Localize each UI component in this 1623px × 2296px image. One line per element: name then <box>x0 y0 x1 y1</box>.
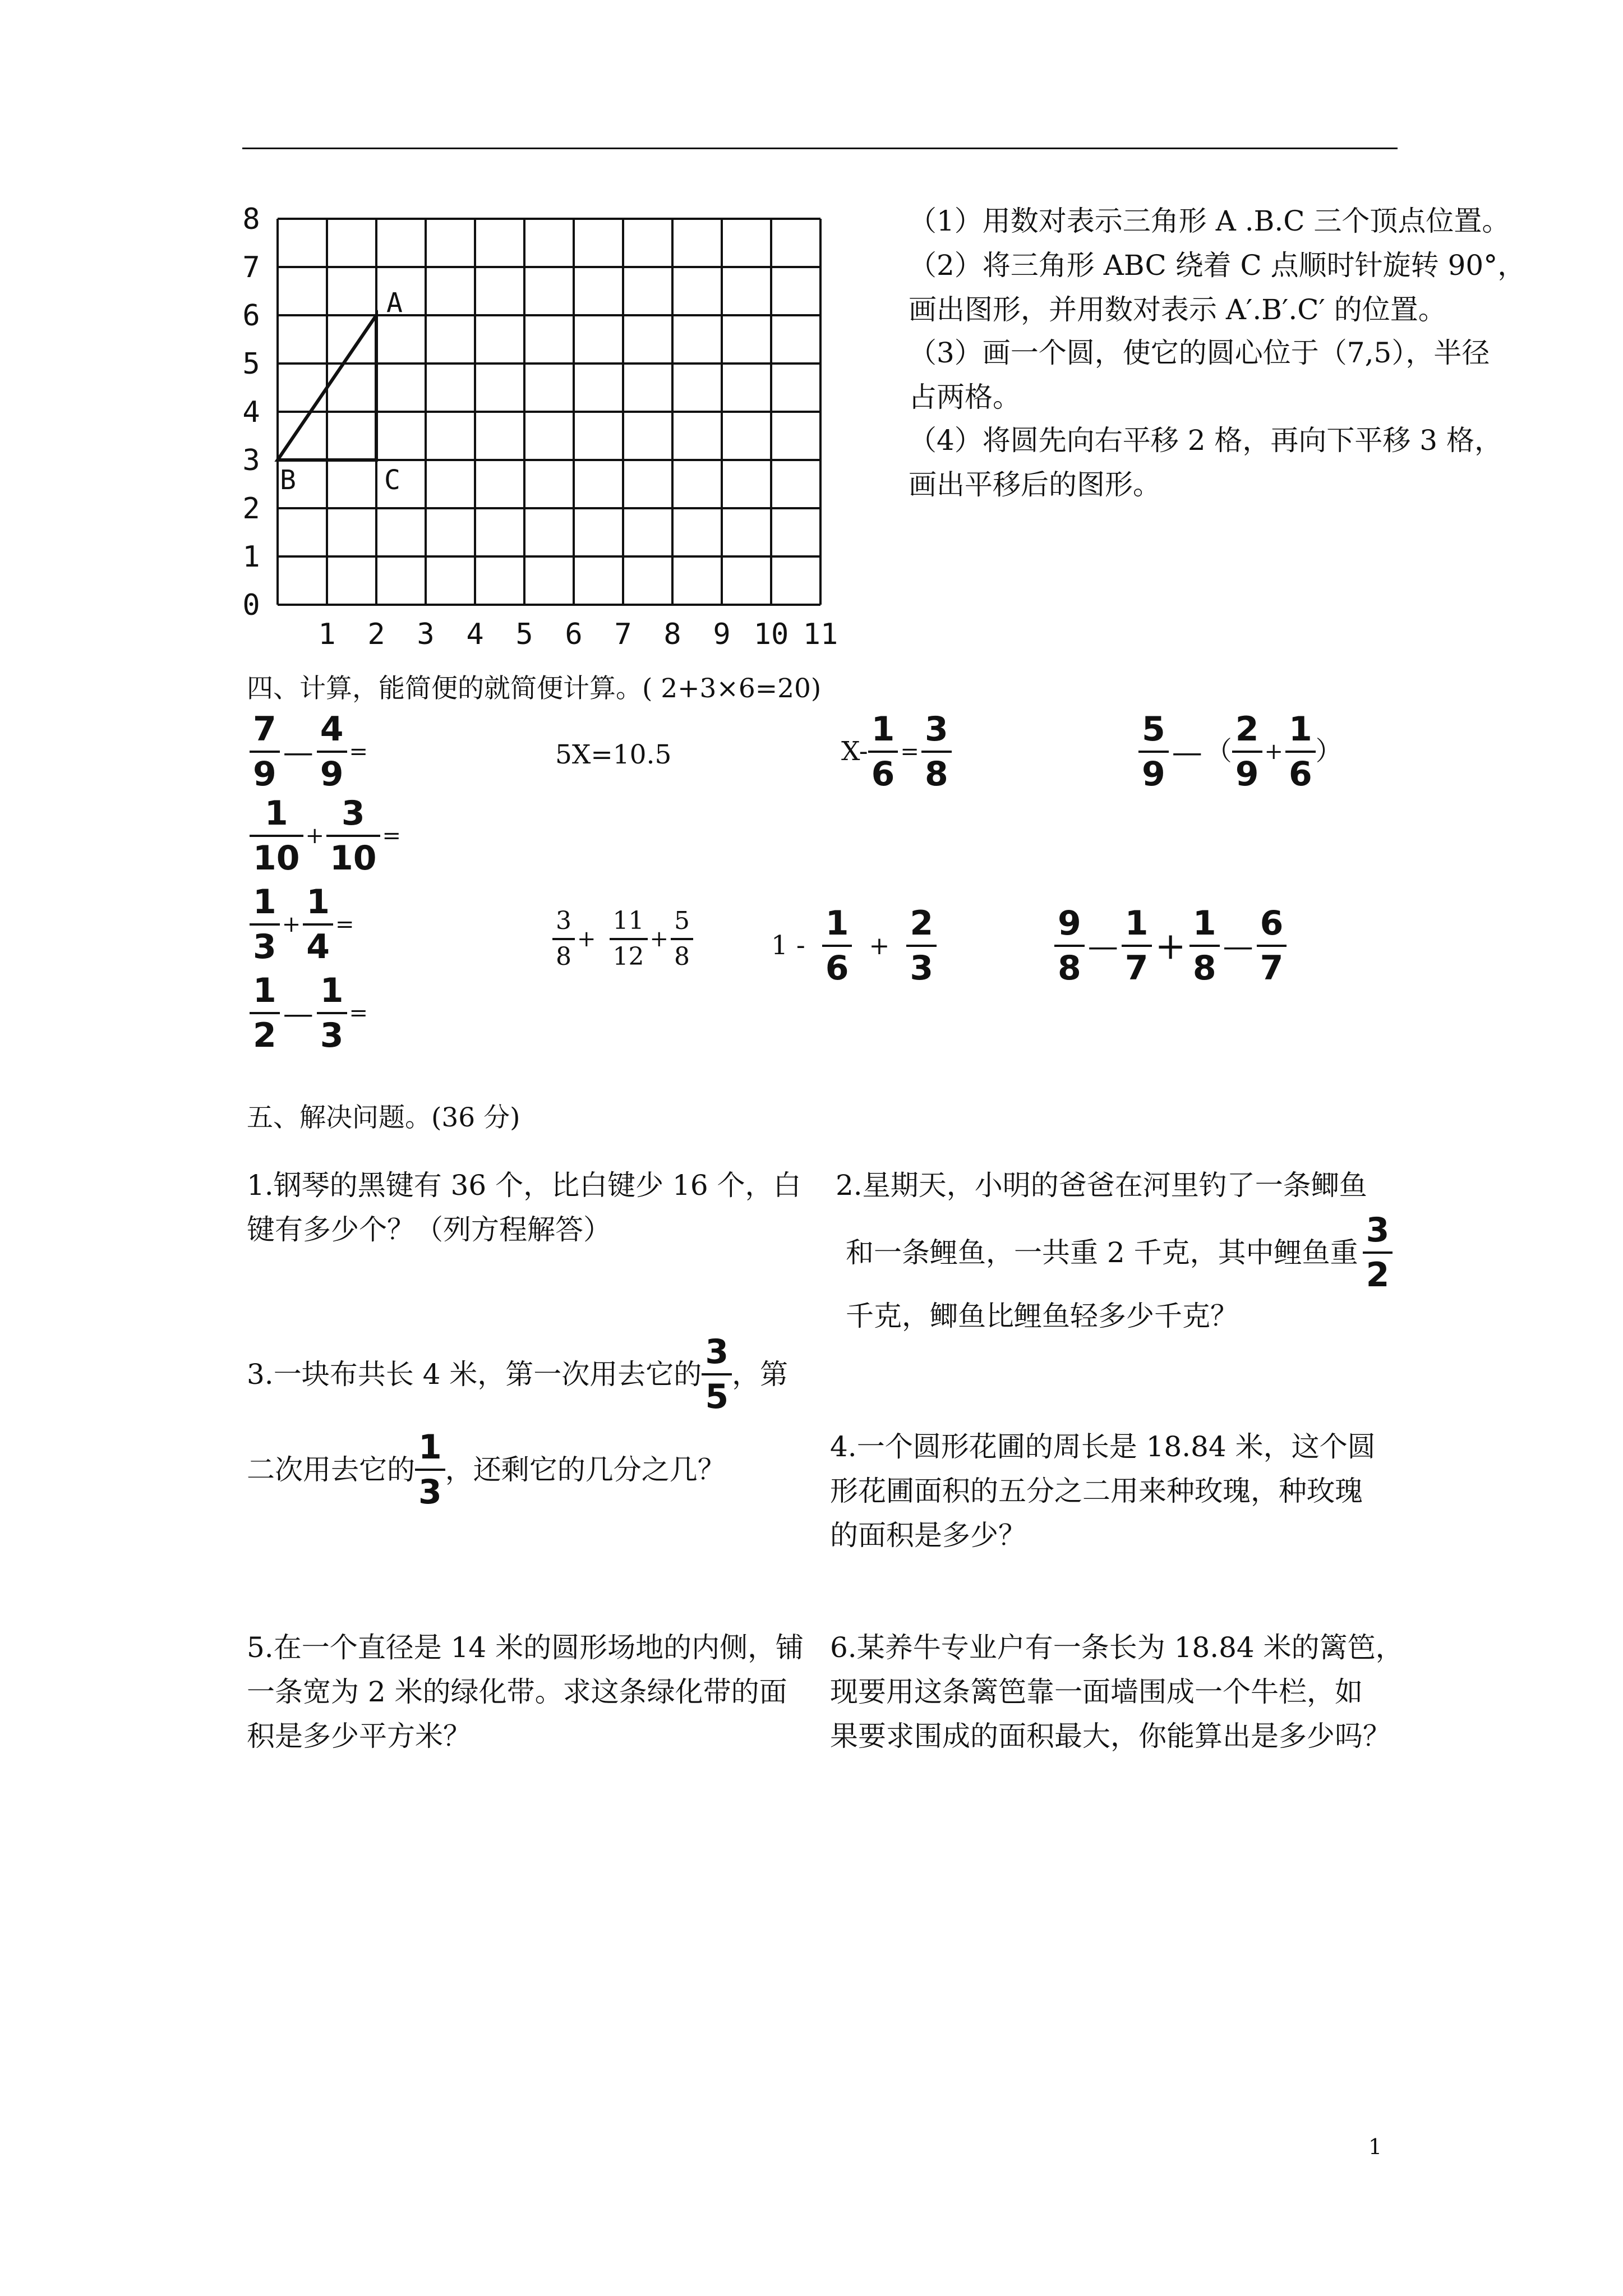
x-tick-label: 4 <box>466 618 484 651</box>
fraction: $\frac{1}{3}$ <box>317 974 347 1052</box>
x-tick-label: 11 <box>803 618 838 651</box>
fraction: $\frac{4}{9}$ <box>317 712 347 791</box>
section5-title: 五、解决问题。(36 分) <box>247 1102 520 1133</box>
fraction: $\frac{1}{10}$ <box>250 797 303 875</box>
expr-6: $\frac{1}{3}$ + $\frac{1}{4}$ = <box>250 885 357 964</box>
fraction: $\frac{1}{2}$ <box>250 974 280 1052</box>
y-tick-label: 3 <box>242 444 260 477</box>
x-tick-label: 8 <box>663 618 681 651</box>
x-tick-label: 1 <box>318 618 336 651</box>
fraction: $\frac{3}{2}$ <box>1363 1213 1393 1292</box>
fraction: $\frac{6}{7}$ <box>1257 907 1287 985</box>
fraction: $\frac{1}{4}$ <box>303 885 333 964</box>
question-6: 6.某养牛专业户有一条长为 18.84 米的篱笆， 现要用这条篱笆靠一面墙围成一个牛栏，如 果要求围成的面积最大，你能算出是多少吗？ <box>830 1631 1404 1752</box>
fraction: $\frac{2}{3}$ <box>906 907 937 985</box>
expr-7: $\frac{3}{8}$ + $\frac{11}{12}$ + $\frac{5}{8}$ <box>552 909 693 969</box>
point-label-b: B <box>280 464 296 496</box>
point-label-a: A <box>386 287 403 319</box>
x-tick-label: 10 <box>753 618 789 651</box>
fraction: $\frac{3}{10}$ <box>326 797 380 875</box>
fraction: $\frac{9}{8}$ <box>1054 907 1085 985</box>
question-2: 2.星期天，小明的爸爸在河里钓了一条鲫鱼 和一条鲤鱼，一共重 2 千克，其中鲤鱼重 $\frac{3}{2}$ 千克，鲫鱼比鲤鱼轻多少千克？ <box>836 1163 1393 1338</box>
section4-title: 四、计算，能简便的就简便计算。( 2+3×6=20) <box>247 673 822 704</box>
fraction: $\frac{1}{3}$ <box>415 1430 445 1509</box>
x-tick-label: 7 <box>614 618 632 651</box>
expr-4: $\frac{5}{9}$ — （ $\frac{2}{9}$ + $\frac{1}{6}$ ） <box>1138 712 1342 791</box>
y-tick-label: 6 <box>242 299 260 333</box>
fraction: $\frac{1}{7}$ <box>1122 907 1152 985</box>
instruction-3: （3）画一个圆，使它的圆心位于（7,5），半径 占两格。 <box>909 337 1490 413</box>
question-3: 3.一块布共长 4 米，第一次用去它的 $\frac{3}{5}$ ，第 二次用去它的 $\frac{1}{3}$ ，还剩它的几分之几？ <box>247 1332 789 1512</box>
expr-10: $\frac{1}{2}$ — $\frac{1}{3}$ = <box>250 974 370 1052</box>
coordinate-grid <box>230 202 847 662</box>
expr-5: $\frac{1}{10}$ + $\frac{3}{10}$ = <box>250 797 403 875</box>
fraction: $\frac{1}{6}$ <box>1285 712 1316 791</box>
x-tick-label: 6 <box>565 618 583 651</box>
instruction-2: （2）将三角形 ABC 绕着 C 点顺时针旋转 90°， 画出图形，并用数对表示 A′.B′.C′ 的位置。 <box>909 249 1526 326</box>
fraction: $\frac{7}{9}$ <box>250 712 280 791</box>
fraction: $\frac{1}{3}$ <box>250 885 280 964</box>
question-5: 5.在一个直径是 14 米的圆形场地的内侧，铺 一条宽为 2 米的绿化带。求这条绿化带的面 积是多少平方米？ <box>247 1631 804 1752</box>
instruction-4: （4）将圆先向右平移 2 格，再向下平移 3 格， 画出平移后的图形。 <box>909 424 1503 501</box>
y-tick-label: 2 <box>242 492 260 526</box>
question-1: 1.钢琴的黑键有 36 个，比白键少 16 个，白 键有多少个？（列方程解答） <box>247 1169 801 1246</box>
fraction: $\frac{1}{6}$ <box>822 907 852 985</box>
y-tick-label: 7 <box>242 251 260 284</box>
expr-9: $\frac{9}{8}$ — $\frac{1}{7}$ + $\frac{1}{8}$ — $\frac{6}{7}$ <box>1054 907 1287 985</box>
fraction: $\frac{3}{8}$ <box>921 712 952 791</box>
instruction-1: （1）用数对表示三角形 A .B.C 三个顶点位置。 <box>909 205 1510 237</box>
y-tick-label: 4 <box>242 395 260 429</box>
fraction: $\frac{3}{5}$ <box>702 1335 732 1414</box>
fraction: $\frac{11}{12}$ <box>610 909 648 969</box>
expr-8: 1 - $\frac{1}{6}$ + $\frac{2}{3}$ <box>771 907 937 985</box>
expr-2: 5X=10.5 <box>555 739 672 770</box>
x-tick-label: 2 <box>367 618 385 651</box>
fraction: $\frac{5}{8}$ <box>671 909 693 969</box>
point-label-c: C <box>384 464 400 496</box>
expr-3: X- $\frac{1}{6}$ = $\frac{3}{8}$ <box>841 712 952 791</box>
y-tick-label: 0 <box>242 588 260 622</box>
expr-1: $\frac{7}{9}$ — $\frac{4}{9}$ = <box>250 712 370 791</box>
page-number: 1 <box>1368 2134 1382 2159</box>
x-tick-label: 9 <box>713 618 731 651</box>
question-4: 4.一个圆形花圃的周长是 18.84 米，这个圆 形花圃面积的五分之二用来种玫瑰，种玫瑰 的面积是多少？ <box>830 1430 1376 1552</box>
fraction: $\frac{2}{9}$ <box>1232 712 1262 791</box>
y-tick-label: 5 <box>242 347 260 381</box>
x-tick-label: 3 <box>417 618 435 651</box>
x-tick-label: 5 <box>515 618 533 651</box>
grid-svg <box>230 202 847 662</box>
fraction: $\frac{1}{8}$ <box>1189 907 1220 985</box>
fraction: $\frac{5}{9}$ <box>1138 712 1169 791</box>
y-tick-label: 8 <box>242 203 260 236</box>
y-tick-label: 1 <box>242 540 260 574</box>
fraction: $\frac{1}{6}$ <box>868 712 898 791</box>
header-rule <box>242 148 1398 149</box>
fraction: $\frac{3}{8}$ <box>552 909 575 969</box>
